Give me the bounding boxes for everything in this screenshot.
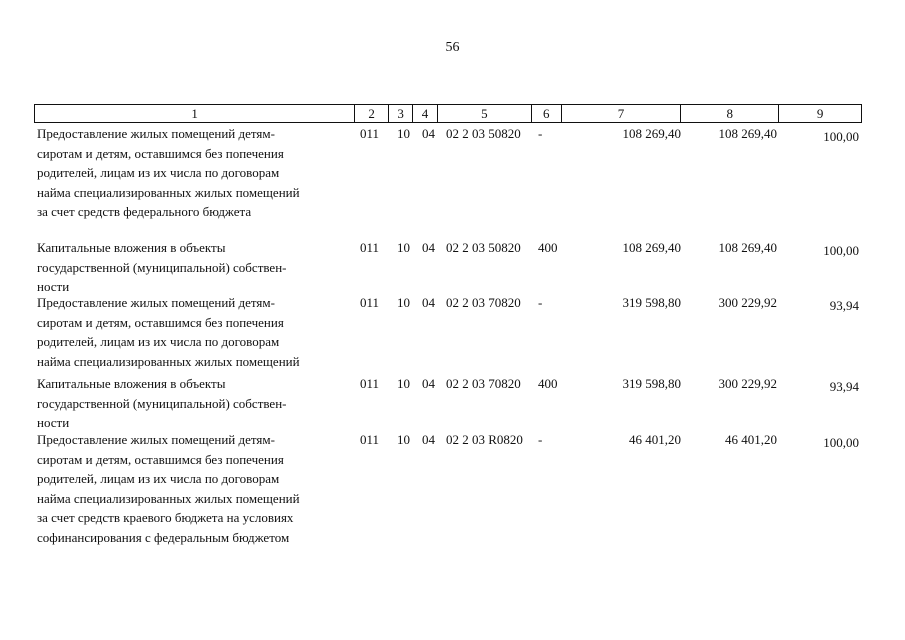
cell-target-article: 02 2 03 50820 <box>446 126 521 141</box>
row-description <box>37 124 347 222</box>
cell-percent: 93,94 <box>829 298 859 313</box>
cell-ministry-code: 011 <box>360 432 380 447</box>
description-line: Предоставление жилых помещений детям- <box>37 295 275 310</box>
cell-section: 10 <box>397 376 410 391</box>
header-cell-4: 4 <box>412 105 437 122</box>
cell-ministry-code: 011 <box>360 295 380 310</box>
cell-percent: 100,00 <box>823 129 859 144</box>
header-cell-1: 1 <box>191 106 198 121</box>
description-line: найма специализированных жилых помещений <box>37 184 300 200</box>
row-description <box>37 430 347 548</box>
cell-percent: 93,94 <box>829 379 859 394</box>
cell-executed: 108 269,40 <box>718 240 777 255</box>
header-cell-8: 8 <box>680 105 778 122</box>
cell-planned: 319 598,80 <box>622 295 681 310</box>
cell-executed: 300 229,92 <box>718 376 777 391</box>
description-line: государственной (муниципальной) собствен- <box>37 259 287 275</box>
cell-subsection: 04 <box>422 240 435 255</box>
description-line: сиротам и детям, оставшимся без попечения <box>37 451 284 467</box>
description-line: сиротам и детям, оставшимся без попечения <box>37 145 284 161</box>
cell-executed: 46 401,20 <box>725 432 777 447</box>
cell-ministry-code: 011 <box>360 126 380 141</box>
cell-expense-type: 400 <box>538 376 558 391</box>
description-line: софинансирования с федеральным бюджетом <box>37 529 290 545</box>
cell-planned: 108 269,40 <box>622 240 681 255</box>
cell-subsection: 04 <box>422 295 435 310</box>
cell-section: 10 <box>397 126 410 141</box>
cell-target-article: 02 2 03 50820 <box>446 240 521 255</box>
description-line: родителей, лицам из их числа по договорам <box>37 334 280 350</box>
header-cell-5: 5 <box>437 105 531 122</box>
cell-ministry-code: 011 <box>360 240 380 255</box>
header-cell-9: 9 <box>778 105 861 122</box>
cell-section: 10 <box>397 432 410 447</box>
cell-subsection: 04 <box>422 432 435 447</box>
description-line: Капитальные вложения в объекты <box>37 376 226 391</box>
row-description <box>37 293 347 371</box>
description-line: Предоставление жилых помещений детям- <box>37 432 275 447</box>
cell-expense-type: - <box>538 295 543 310</box>
cell-planned: 46 401,20 <box>629 432 681 447</box>
cell-target-article: 02 2 03 R0820 <box>446 432 523 447</box>
table-header <box>34 104 862 123</box>
cell-expense-type: 400 <box>538 240 558 255</box>
description-line: Предоставление жилых помещений детям- <box>37 126 275 141</box>
cell-expense-type: - <box>538 432 543 447</box>
description-line: родителей, лицам из их числа по договорам <box>37 471 280 487</box>
cell-section: 10 <box>397 240 410 255</box>
page-number: 56 <box>445 40 460 55</box>
description-line: за счет средств федерального бюджета <box>37 204 252 220</box>
cell-executed: 108 269,40 <box>718 126 777 141</box>
row-description <box>37 238 347 297</box>
header-cell-7: 7 <box>561 105 681 122</box>
header-cell-3: 3 <box>388 105 412 122</box>
description-line: найма специализированных жилых помещений <box>37 490 300 506</box>
cell-percent: 100,00 <box>823 435 859 450</box>
cell-section: 10 <box>397 295 410 310</box>
cell-ministry-code: 011 <box>360 376 380 391</box>
cell-target-article: 02 2 03 70820 <box>446 295 521 310</box>
header-cell-2: 2 <box>354 105 388 122</box>
cell-subsection: 04 <box>422 126 435 141</box>
description-line: ности <box>37 415 70 431</box>
description-line: ности <box>37 279 70 295</box>
cell-percent: 100,00 <box>823 243 859 258</box>
cell-planned: 319 598,80 <box>622 376 681 391</box>
description-line: найма специализированных жилых помещений <box>37 353 300 369</box>
description-line: за счет средств краевого бюджета на условиях <box>37 510 294 526</box>
header-cell-6: 6 <box>531 105 561 122</box>
description-line: Капитальные вложения в объекты <box>37 240 226 255</box>
cell-executed: 300 229,92 <box>718 295 777 310</box>
description-line: сиротам и детям, оставшимся без попечения <box>37 314 284 330</box>
row-description <box>37 374 347 433</box>
description-line: родителей, лицам из их числа по договорам <box>37 165 280 181</box>
cell-expense-type: - <box>538 126 543 141</box>
cell-subsection: 04 <box>422 376 435 391</box>
cell-target-article: 02 2 03 70820 <box>446 376 521 391</box>
cell-planned: 108 269,40 <box>622 126 681 141</box>
description-line: государственной (муниципальной) собствен- <box>37 395 287 411</box>
